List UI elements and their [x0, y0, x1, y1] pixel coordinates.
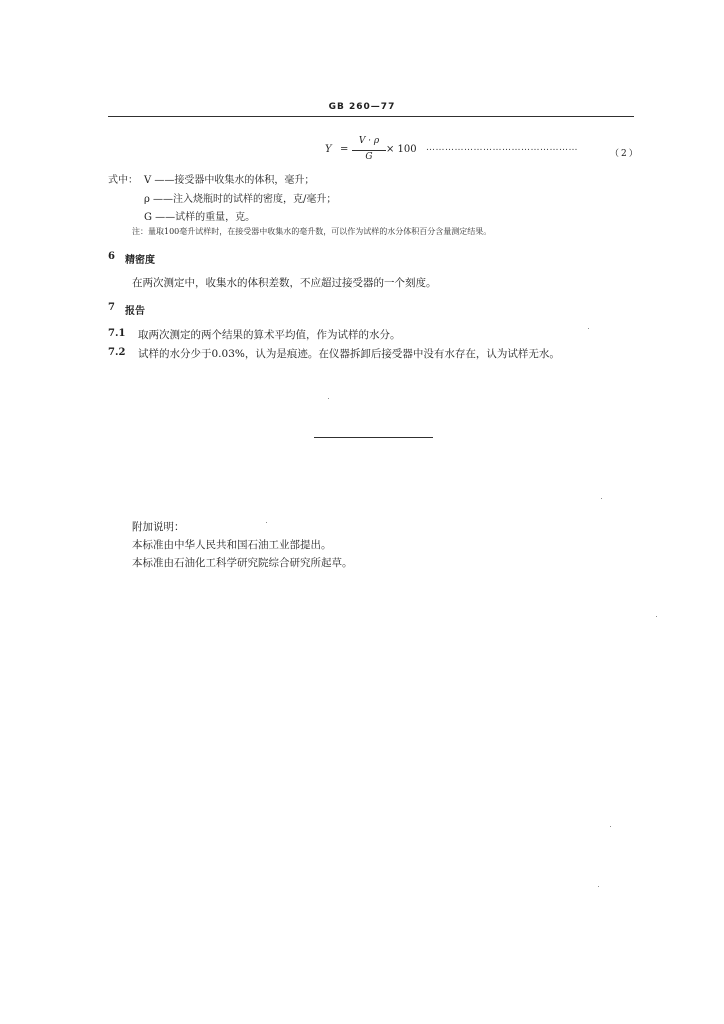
formula-equals: = — [340, 144, 349, 155]
legend-item-g: G ——试样的重量，克。 — [144, 212, 256, 223]
section-6-text: 在两次测定中，收集水的体积差数，不应超过接受器的一个刻度。 — [132, 277, 437, 289]
legend-intro: 式中： — [108, 175, 138, 186]
formula-lhs: Y — [325, 144, 332, 155]
section-6-title: 精密度 — [125, 255, 155, 266]
section-7-title: 报告 — [125, 306, 145, 317]
formula-multiplier: × 100 — [386, 144, 417, 155]
additional-line-2: 本标准由石油化工科学研究院综合研究所起草。 — [132, 557, 353, 569]
scan-speck — [598, 886, 599, 887]
scan-speck — [601, 498, 602, 499]
scan-speck — [266, 522, 267, 523]
header-rule — [108, 116, 634, 117]
scan-speck — [588, 328, 589, 329]
end-rule — [314, 437, 433, 438]
standard-code: GB 260—77 — [328, 102, 396, 112]
formula-denominator: G — [365, 152, 373, 162]
scan-speck — [656, 616, 657, 617]
legend-item-v: V ——接受器中收集水的体积，毫升； — [144, 175, 315, 186]
additional-line-1: 本标准由中华人民共和国石油工业部提出。 — [132, 539, 332, 551]
clause-7-1-text: 取两次测定的两个结果的算术平均值，作为试样的水分。 — [138, 329, 401, 341]
clause-7-2-text: 试样的水分少于0.03%，认为是痕迹。在仪器拆卸后接受器中没有水存在，认为试样无水。 — [138, 348, 560, 360]
clause-7-1-number: 7.1 — [108, 328, 126, 339]
formula-numerator: V · ρ — [358, 136, 380, 146]
scan-speck — [610, 826, 611, 827]
section-6-number: 6 — [108, 251, 115, 262]
scan-speck — [328, 398, 329, 399]
formula-leader-dots: ………………………………………… — [426, 143, 578, 153]
clause-7-2-number: 7.2 — [108, 347, 126, 358]
legend-note: 注：量取100毫升试样时，在接受器中收集水的毫升数，可以作为试样的水分体积百分含量测定结果。 — [132, 227, 492, 236]
additional-title: 附加说明： — [132, 521, 185, 533]
legend-item-rho: ρ ——注入烧瓶时的试样的密度，克/毫升； — [144, 194, 337, 205]
formula-number: （2） — [610, 149, 640, 159]
fraction-bar — [352, 150, 386, 151]
section-7-number: 7 — [108, 302, 115, 313]
